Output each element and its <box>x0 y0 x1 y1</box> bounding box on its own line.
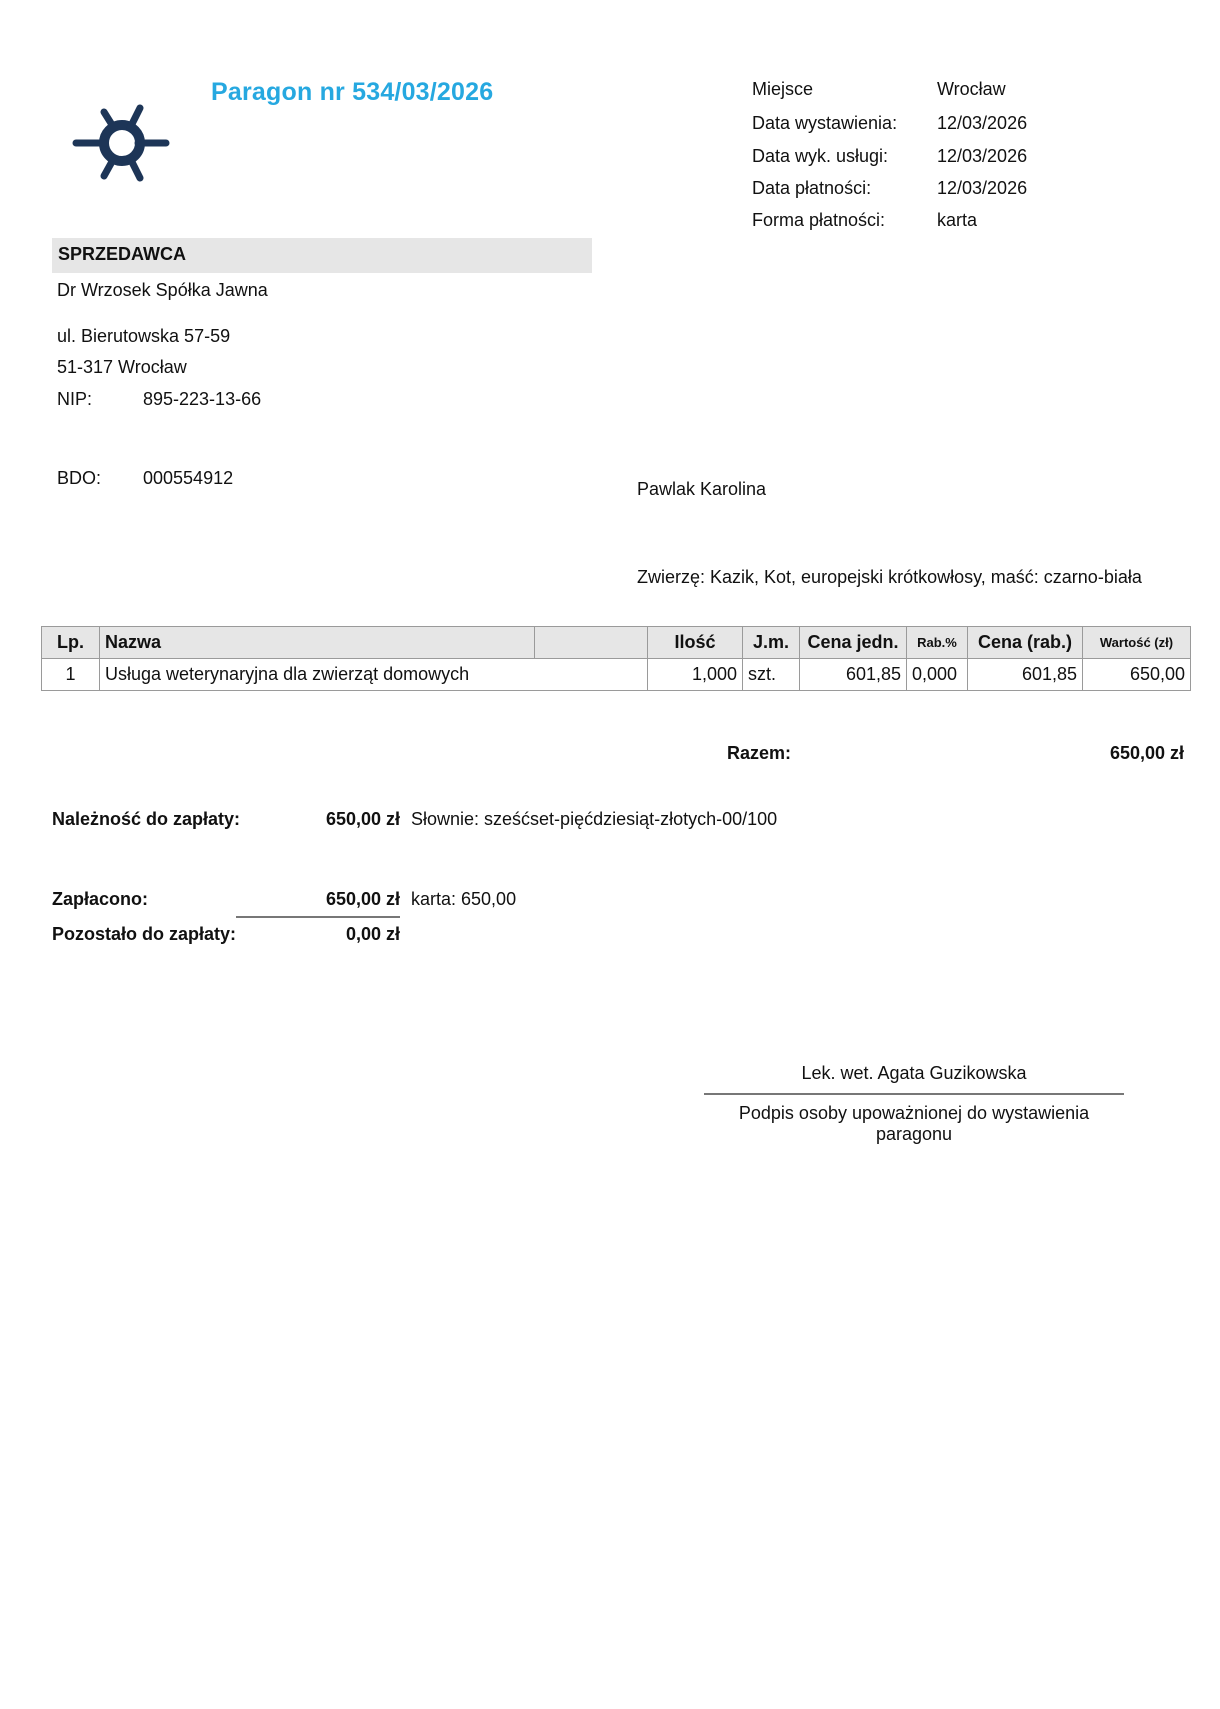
paid-label: Zapłacono: <box>52 889 149 909</box>
cell-lp: 1 <box>42 659 100 691</box>
meta-value-service-date: 12/03/2026 <box>937 146 1028 166</box>
cell-name: Usługa weterynaryjna dla zwierząt domowych <box>100 659 648 691</box>
seller-heading: SPRZEDAWCA <box>58 244 187 264</box>
meta-label-place: Miejsce <box>752 79 814 99</box>
meta-value-issue-date: 12/03/2026 <box>937 113 1028 133</box>
seller-street: ul. Bierutowska 57-59 <box>57 326 231 346</box>
logo-icon <box>70 100 174 184</box>
seller-name: Dr Wrzosek Spółka Jawna <box>57 280 268 300</box>
seller-heading-bar <box>52 238 592 273</box>
col-header-unit-price: Cena jedn. <box>800 627 907 659</box>
cell-discounted-price: 601,85 <box>968 659 1083 691</box>
paid-value: 650,00 zł <box>325 889 400 909</box>
amount-due-value: 650,00 zł <box>325 809 400 829</box>
page-title: Paragon nr 534/03/2026 <box>211 78 494 106</box>
cell-discount: 0,000 <box>907 659 968 691</box>
amount-in-words: Słownie: sześćset-pięćdziesiąt-złotych-00/100 <box>411 809 778 829</box>
col-header-discount: Rab.% <box>907 627 968 659</box>
paid-detail: karta: 650,00 <box>411 889 517 909</box>
total-label: Razem: <box>727 743 792 763</box>
col-header-lp: Lp. <box>42 627 100 659</box>
amount-due-label: Należność do zapłaty: <box>52 809 241 829</box>
table-row <box>42 659 1191 691</box>
meta-label-issue-date: Data wystawienia: <box>752 113 898 133</box>
meta-value-payment-date: 12/03/2026 <box>937 178 1028 198</box>
cell-unit-price: 601,85 <box>800 659 907 691</box>
remaining-value: 0,00 zł <box>345 924 400 944</box>
meta-label-payment-form: Forma płatności: <box>752 210 886 230</box>
col-header-name: Nazwa <box>100 627 535 659</box>
seller-bdo: 000554912 <box>143 468 234 488</box>
meta-value-payment-form: karta <box>937 210 978 230</box>
buyer-name: Pawlak Karolina <box>637 479 767 499</box>
cell-value: 650,00 <box>1083 659 1191 691</box>
seller-city: 51-317 Wrocław <box>57 357 187 377</box>
cell-qty: 1,000 <box>648 659 743 691</box>
signer-name: Lek. wet. Agata Guzikowska <box>801 1063 1027 1083</box>
signature-caption: Podpis osoby upoważnionej do wystawienia paragonu <box>738 1103 1090 1144</box>
col-header-unit: J.m. <box>743 627 800 659</box>
meta-value-place: Wrocław <box>937 79 1006 99</box>
col-header-discounted-price: Cena (rab.) <box>968 627 1083 659</box>
col-header-value: Wartość (zł) <box>1083 627 1191 659</box>
table-header-row <box>42 627 1191 659</box>
cell-unit: szt. <box>743 659 800 691</box>
signature-line <box>704 1093 1124 1095</box>
col-header-blank <box>535 627 648 659</box>
total-value: 650,00 zł <box>1109 743 1184 763</box>
paid-underline <box>236 916 400 918</box>
meta-label-payment-date: Data płatności: <box>752 178 872 198</box>
seller-nip: 895-223-13-66 <box>143 389 262 409</box>
meta-label-service-date: Data wyk. usługi: <box>752 146 889 166</box>
col-header-qty: Ilość <box>648 627 743 659</box>
seller-bdo-label: BDO: <box>57 468 102 488</box>
items-table <box>41 626 1191 691</box>
buyer-animal: Zwierzę: Kazik, Kot, europejski krótkowłosy, maść: czarno-biała <box>637 567 1142 587</box>
remaining-label: Pozostało do zapłaty: <box>52 924 237 944</box>
seller-nip-label: NIP: <box>57 389 93 409</box>
